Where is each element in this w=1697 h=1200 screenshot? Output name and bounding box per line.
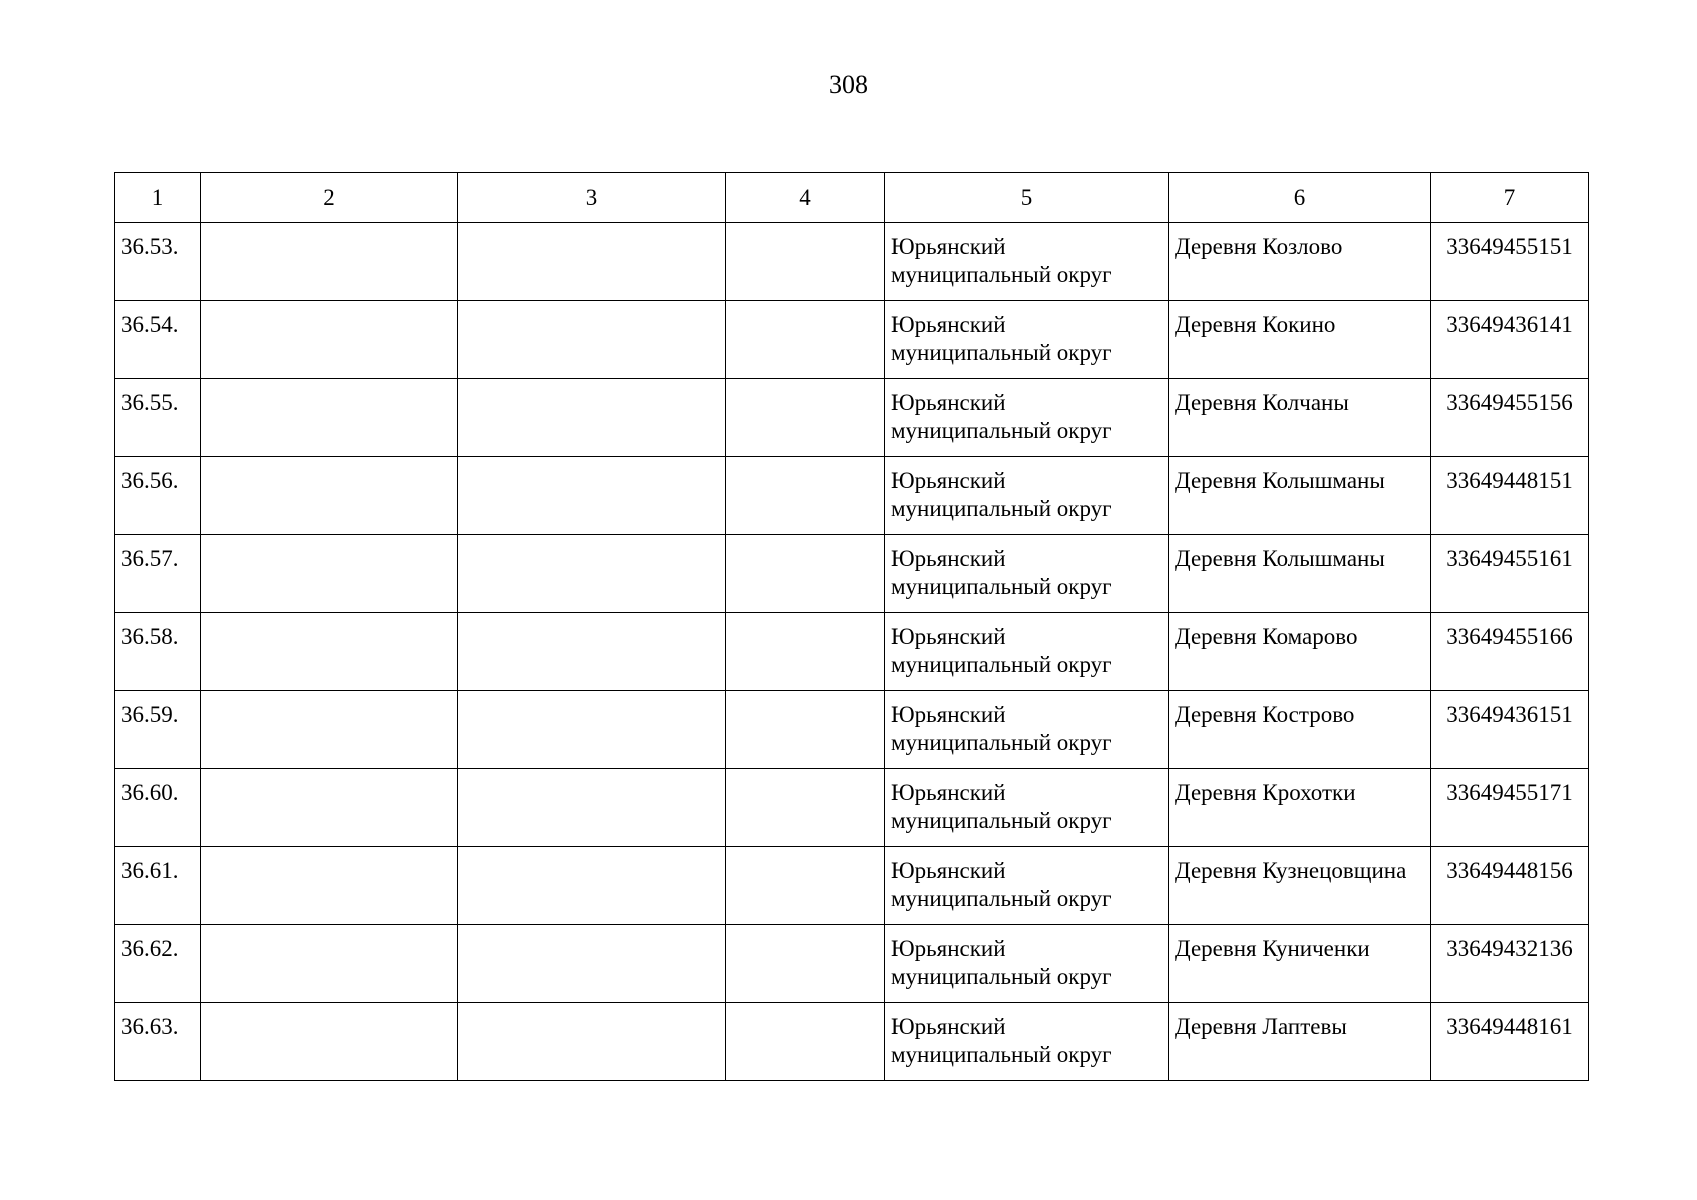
row-number: 36.62. xyxy=(115,925,201,1003)
district-name: Юрьянский xyxy=(891,234,1006,259)
settlement-name: Деревня Кокино xyxy=(1169,301,1431,379)
table-row xyxy=(115,769,1589,847)
settlement-name: Деревня Крохотки xyxy=(1169,769,1431,847)
district-name: Юрьянский xyxy=(891,936,1006,961)
district-name: Юрьянский xyxy=(891,390,1006,415)
district-cell xyxy=(885,535,1169,613)
district-type: муниципальный округ xyxy=(891,886,1112,911)
cell-col-2 xyxy=(201,223,458,301)
cell-col-3 xyxy=(458,223,726,301)
row-number: 36.58. xyxy=(115,613,201,691)
table-row xyxy=(115,691,1589,769)
cell-col-4 xyxy=(726,691,885,769)
district-type: муниципальный округ xyxy=(891,340,1112,365)
cell-col-2 xyxy=(201,847,458,925)
district-name: Юрьянский xyxy=(891,312,1006,337)
header-cell-5: 5 xyxy=(885,173,1169,223)
district-type: муниципальный округ xyxy=(891,730,1112,755)
cell-col-4 xyxy=(726,457,885,535)
cell-col-2 xyxy=(201,925,458,1003)
district-cell xyxy=(885,613,1169,691)
district-type: муниципальный округ xyxy=(891,964,1112,989)
district-name: Юрьянский xyxy=(891,780,1006,805)
district-cell xyxy=(885,769,1169,847)
table-row xyxy=(115,847,1589,925)
oktmo-code: 33649455156 xyxy=(1431,379,1589,457)
header-cell-6: 6 xyxy=(1169,173,1431,223)
cell-col-2 xyxy=(201,301,458,379)
table-row xyxy=(115,223,1589,301)
table-row xyxy=(115,925,1589,1003)
district-type: муниципальный округ xyxy=(891,574,1112,599)
table-body xyxy=(115,223,1589,1081)
oktmo-code: 33649448161 xyxy=(1431,1003,1589,1081)
district-name: Юрьянский xyxy=(891,858,1006,883)
district-type: муниципальный округ xyxy=(891,496,1112,521)
district-type: муниципальный округ xyxy=(891,418,1112,443)
header-row xyxy=(115,173,1589,223)
district-cell xyxy=(885,925,1169,1003)
cell-col-2 xyxy=(201,535,458,613)
cell-col-4 xyxy=(726,769,885,847)
district-type: муниципальный округ xyxy=(891,652,1112,677)
cell-col-3 xyxy=(458,847,726,925)
row-number: 36.54. xyxy=(115,301,201,379)
registry-table xyxy=(114,172,1589,1081)
oktmo-code: 33649448156 xyxy=(1431,847,1589,925)
table-row xyxy=(115,457,1589,535)
header-cell-3: 3 xyxy=(458,173,726,223)
oktmo-code: 33649455161 xyxy=(1431,535,1589,613)
cell-col-4 xyxy=(726,223,885,301)
district-type: муниципальный округ xyxy=(891,808,1112,833)
row-number: 36.57. xyxy=(115,535,201,613)
settlement-name: Деревня Колышманы xyxy=(1169,535,1431,613)
oktmo-code: 33649436151 xyxy=(1431,691,1589,769)
district-name: Юрьянский xyxy=(891,468,1006,493)
district-cell xyxy=(885,457,1169,535)
district-name: Юрьянский xyxy=(891,702,1006,727)
cell-col-3 xyxy=(458,379,726,457)
cell-col-2 xyxy=(201,1003,458,1081)
cell-col-3 xyxy=(458,535,726,613)
table-row xyxy=(115,1003,1589,1081)
settlement-name: Деревня Колышманы xyxy=(1169,457,1431,535)
cell-col-3 xyxy=(458,301,726,379)
oktmo-code: 33649455171 xyxy=(1431,769,1589,847)
settlement-name: Деревня Кузнецовщина xyxy=(1169,847,1431,925)
cell-col-3 xyxy=(458,691,726,769)
settlement-name: Деревня Лаптевы xyxy=(1169,1003,1431,1081)
settlement-name: Деревня Козлово xyxy=(1169,223,1431,301)
district-name: Юрьянский xyxy=(891,624,1006,649)
cell-col-3 xyxy=(458,613,726,691)
row-number: 36.53. xyxy=(115,223,201,301)
oktmo-code: 33649448151 xyxy=(1431,457,1589,535)
row-number: 36.63. xyxy=(115,1003,201,1081)
district-cell xyxy=(885,1003,1169,1081)
table-row xyxy=(115,379,1589,457)
cell-col-4 xyxy=(726,847,885,925)
oktmo-code: 33649455166 xyxy=(1431,613,1589,691)
cell-col-3 xyxy=(458,769,726,847)
table-row xyxy=(115,301,1589,379)
district-type: муниципальный округ xyxy=(891,262,1112,287)
district-name: Юрьянский xyxy=(891,546,1006,571)
oktmo-code: 33649432136 xyxy=(1431,925,1589,1003)
settlement-name: Деревня Кострово xyxy=(1169,691,1431,769)
cell-col-2 xyxy=(201,769,458,847)
oktmo-code: 33649455151 xyxy=(1431,223,1589,301)
cell-col-4 xyxy=(726,301,885,379)
settlement-name: Деревня Колчаны xyxy=(1169,379,1431,457)
row-number: 36.55. xyxy=(115,379,201,457)
cell-col-4 xyxy=(726,1003,885,1081)
header-cell-1: 1 xyxy=(115,173,201,223)
row-number: 36.60. xyxy=(115,769,201,847)
settlement-name: Деревня Комарово xyxy=(1169,613,1431,691)
cell-col-3 xyxy=(458,1003,726,1081)
cell-col-2 xyxy=(201,691,458,769)
cell-col-2 xyxy=(201,457,458,535)
cell-col-3 xyxy=(458,457,726,535)
cell-col-4 xyxy=(726,925,885,1003)
district-cell xyxy=(885,301,1169,379)
row-number: 36.61. xyxy=(115,847,201,925)
page-number: 308 xyxy=(829,70,868,99)
cell-col-4 xyxy=(726,613,885,691)
table-row xyxy=(115,613,1589,691)
district-cell xyxy=(885,691,1169,769)
cell-col-4 xyxy=(726,535,885,613)
cell-col-2 xyxy=(201,379,458,457)
row-number: 36.56. xyxy=(115,457,201,535)
district-type: муниципальный округ xyxy=(891,1042,1112,1067)
oktmo-code: 33649436141 xyxy=(1431,301,1589,379)
settlement-name: Деревня Куниченки xyxy=(1169,925,1431,1003)
header-cell-7: 7 xyxy=(1431,173,1589,223)
district-cell xyxy=(885,379,1169,457)
header-cell-2: 2 xyxy=(201,173,458,223)
header-cell-4: 4 xyxy=(726,173,885,223)
district-name: Юрьянский xyxy=(891,1014,1006,1039)
cell-col-2 xyxy=(201,613,458,691)
row-number: 36.59. xyxy=(115,691,201,769)
table-row xyxy=(115,535,1589,613)
cell-col-3 xyxy=(458,925,726,1003)
district-cell xyxy=(885,847,1169,925)
cell-col-4 xyxy=(726,379,885,457)
district-cell xyxy=(885,223,1169,301)
